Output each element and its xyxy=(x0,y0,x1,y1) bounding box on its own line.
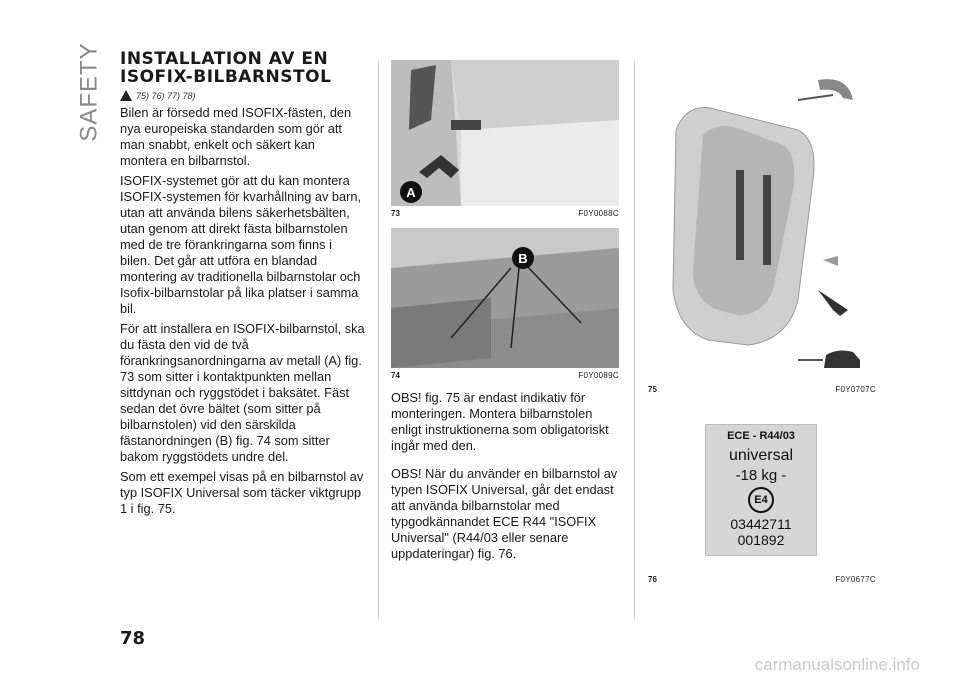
figure-caption xyxy=(391,209,619,218)
figure-code: F0Y0707C xyxy=(835,385,876,394)
top-tether-illustration xyxy=(391,228,619,368)
section-title xyxy=(120,50,365,86)
figure-number: 76 xyxy=(648,575,657,584)
figure-number: 74 xyxy=(391,371,400,380)
warning-references xyxy=(120,90,365,101)
figure-code: F0Y0089C xyxy=(578,371,619,380)
warning-icon xyxy=(120,90,132,101)
paragraph: För att installera en ISOFIX-bilbarnstol, ska du fästa den vid de två förankringsanordningarna av metall (A) fig. 73 som sitter i kontaktpunkten mellan sittdynan och ryggstödet i baksätet. Fäst sedan det övre bältet (som sitter på bilbarnstolen) vid den särskilda fästanordningen (B) fig. 74 som sitter bakom ryggstödets undre del. xyxy=(120,321,365,464)
paragraph: ISOFIX-systemet gör att du kan montera ISOFIX-systemen för kvarhållning av barn, utan att använda bilens säkerhetsbälten, utan genom att direkt fästa bilbarnstolen med de tre förankringarna som finns i bilen. Det går att utföra en blandad montering av traditionella bilbarnstolar och Isofix-bilbarnstolar på lika platser i samma bil. xyxy=(120,173,362,316)
title-line-1: INSTALLATION AV EN xyxy=(120,49,329,69)
label-weight: -18 kg - xyxy=(735,467,787,484)
column-divider xyxy=(634,60,635,620)
figure-number: 75 xyxy=(648,385,657,394)
paragraph: Som ett exempel visas på en bilbarnstol av typ ISOFIX Universal som täcker viktgrupp 1 i fig. 75. xyxy=(120,469,364,516)
title-line-2: ISOFIX-BILBARNSTOL xyxy=(120,67,332,87)
text-column-2 xyxy=(391,60,619,566)
section-tab-label: SAFETY xyxy=(75,42,103,142)
warning-refs-text: 75) 76) 77) 78) xyxy=(136,90,196,101)
paragraph: OBS! När du använder en bilbarnstol av typen ISOFIX Universal, går det endast att använda bilbarnstolar med typgodkännandet ECE R44 "ISOFIX Universal" (R44/03 eller senare uppdateringar) fig. 76. xyxy=(391,466,618,561)
figure-caption xyxy=(648,385,876,394)
label-category: universal xyxy=(728,447,794,464)
figure-code: F0Y0088C xyxy=(578,209,619,218)
figure-76 xyxy=(648,404,876,572)
figure-marker-a: A xyxy=(406,185,416,200)
figure-marker-b: B xyxy=(518,251,528,266)
figure-caption xyxy=(391,371,619,380)
page-number: 78 xyxy=(120,628,146,649)
figure-code: F0Y0677C xyxy=(835,575,876,584)
watermark: carmanualsonline.info xyxy=(754,655,920,674)
figure-number: 73 xyxy=(391,209,400,218)
label-approval-number: 03442711 xyxy=(730,516,792,532)
paragraph: Bilen är försedd med ISOFIX-fästen, den nya europeiska standarden som gör att man snabbt, enkelt och säkert kan montera en bilbarnstol. xyxy=(120,105,352,168)
figure-column xyxy=(648,60,876,594)
label-standard: ECE - R44/03 xyxy=(727,430,795,442)
figure-74 xyxy=(391,228,619,368)
label-serial-number: 001892 xyxy=(737,532,785,548)
figure-73 xyxy=(391,60,619,206)
figure-caption xyxy=(648,575,876,584)
figure-75 xyxy=(648,60,876,382)
column-divider xyxy=(378,60,379,620)
section-tab xyxy=(74,42,114,142)
e-mark-icon: E4 xyxy=(748,487,774,513)
paragraph: OBS! fig. 75 är endast indikativ för monteringen. Montera bilbarnstolen enligt instruktionerna som obligatoriskt ingår med den. xyxy=(391,390,609,453)
text-column-1 xyxy=(120,50,365,521)
child-seat-illustration xyxy=(648,60,876,382)
isofix-anchor-illustration xyxy=(391,60,619,206)
homologation-label xyxy=(705,424,817,556)
